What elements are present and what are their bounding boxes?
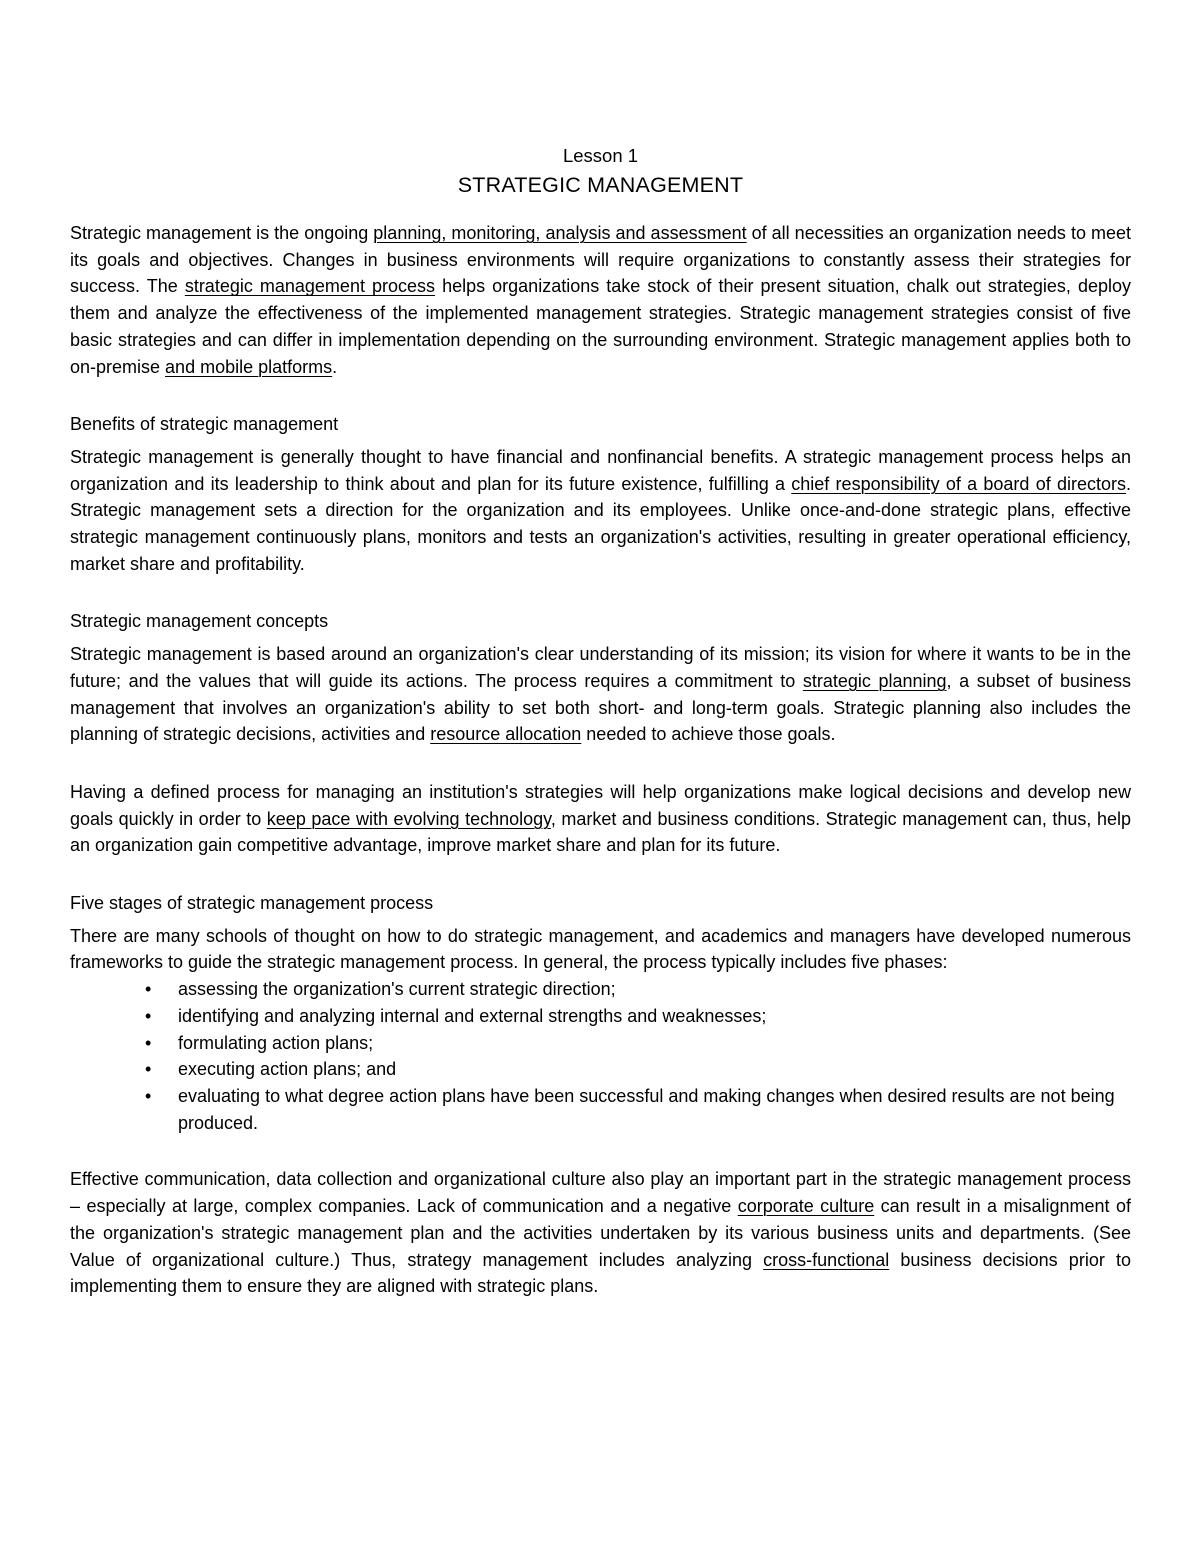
intro-text-3: helps organizations take stock of their present situation, chalk out strategies, deploy them and analyze the effectiveness of the implemented management strategies. Strategic management strategies consist of five basic strategies and can differ in implementation depending on the surrounding environment. Strategic management applies both to on-premise — [70, 276, 1131, 377]
concepts-heading: Strategic management concepts — [70, 611, 329, 632]
bullet-icon: • — [145, 979, 152, 1000]
stages-list — [70, 976, 1131, 1136]
lesson-label: Lesson 1 — [562, 145, 639, 166]
list-item-text: executing action plans; and — [178, 1059, 397, 1080]
list-item — [70, 976, 1131, 1003]
list-item-text: identifying and analyzing internal and external strengths and weaknesses; — [178, 1005, 767, 1026]
concepts-text-1: Strategic management is based around an organization's clear understanding of its mission; its vision for where it wants to be in the future; and the values that will guide its actions. The process requires a commitment to — [70, 644, 1131, 691]
process-paragraph — [70, 779, 1131, 859]
stages-paragraph: There are many schools of thought on how to do strategic management, and academics and managers have developed numerous frameworks to guide the strategic management process. In general, the process typically includes five phases: — [70, 925, 1131, 973]
link-planning-monitoring[interactable]: planning, monitoring, analysis and assessment — [373, 223, 747, 243]
spacer — [70, 380, 1131, 411]
bullet-icon: • — [145, 1005, 152, 1026]
intro-paragraph — [70, 220, 1131, 380]
list-item-text: evaluating to what degree action plans have been successful and making changes when desired results are not being produced. — [178, 1085, 1115, 1133]
list-item — [70, 1030, 1131, 1057]
concepts-text-2: , a subset of business management that involves an organization's ability to set both short- and long-term goals. Strategic planning also includes the planning of strategic decisions, activities and — [70, 670, 1132, 745]
spacer — [70, 859, 1131, 890]
link-cross-functional[interactable]: cross-functional — [763, 1249, 890, 1270]
link-evolving-technology[interactable]: keep pace with evolving technology — [266, 808, 551, 829]
concepts-paragraph — [70, 641, 1131, 748]
communication-paragraph — [70, 1166, 1131, 1300]
bullet-icon: • — [145, 1085, 152, 1106]
link-corporate-culture[interactable]: corporate culture — [737, 1196, 875, 1217]
intro-text-2: of all necessities an organization needs to meet its goals and objectives. Changes in business environments will require organizations to constantly assess their strategies for success. The — [70, 223, 1131, 297]
link-resource-allocation[interactable]: resource allocation — [430, 724, 582, 745]
list-item — [70, 1003, 1131, 1030]
intro-text-1: Strategic management is the ongoing — [70, 223, 374, 243]
link-strategic-planning[interactable]: strategic planning — [802, 670, 947, 691]
link-strategic-management-process[interactable]: strategic management process — [184, 276, 436, 297]
communication-text-1: Effective communication, data collection and organizational culture also play an important part in the strategic management process – especially at large, complex companies. Lack of communication and a negative — [70, 1169, 1131, 1217]
list-item — [70, 1056, 1131, 1083]
spacer — [70, 577, 1131, 608]
communication-text-2: can result in a misalignment of the organization's strategic management plan and the activities undertaken by its various business units and departments. (See Value of organizational culture.) Thus, strategy management includes analyzing — [70, 1196, 1131, 1270]
intro-text-4: . — [332, 356, 338, 377]
list-item — [70, 1083, 1131, 1136]
process-text-2: , market and business conditions. Strategic management can, thus, help an organization gain competitive advantage, improve market share and plan for its future. — [70, 808, 1131, 856]
list-item-text: assessing the organization's current strategic direction; — [178, 979, 616, 1000]
link-board-of-directors[interactable]: chief responsibility of a board of directors — [791, 473, 1126, 494]
benefits-paragraph — [70, 444, 1131, 578]
list-item-text: formulating action plans; — [178, 1032, 374, 1053]
stages-heading: Five stages of strategic management process — [70, 893, 434, 914]
bullet-icon: • — [145, 1059, 152, 1080]
concepts-text-3: needed to achieve those goals. — [581, 724, 836, 745]
link-mobile-platforms[interactable]: and mobile platforms — [165, 356, 333, 377]
benefits-text-2: . Strategic management sets a direction for the organization and its employees. Unlike once-and-done strategic plans, effective strategic management continuously plans, monitors and tests an organization's activities, resulting in greater operational efficiency, market share and profitability. — [70, 473, 1131, 574]
process-text-1: Having a defined process for managing an institution's strategies will help organizations make logical decisions and develop new goals quickly in order to — [70, 781, 1131, 829]
page-title: STRATEGIC MANAGEMENT — [457, 173, 744, 197]
communication-text-3: business decisions prior to implementing them to ensure they are aligned with strategic plans. — [70, 1249, 1131, 1297]
bullet-icon: • — [145, 1032, 152, 1053]
spacer — [70, 748, 1131, 779]
benefits-heading: Benefits of strategic management — [70, 414, 339, 435]
document-body — [70, 142, 1131, 1300]
spacer — [70, 1136, 1131, 1166]
benefits-text-1: Strategic management is generally thought to have financial and nonfinancial benefits. A strategic management process helps an organization and its leadership to think about and plan for its future existence, fulfilling a — [70, 446, 1131, 494]
